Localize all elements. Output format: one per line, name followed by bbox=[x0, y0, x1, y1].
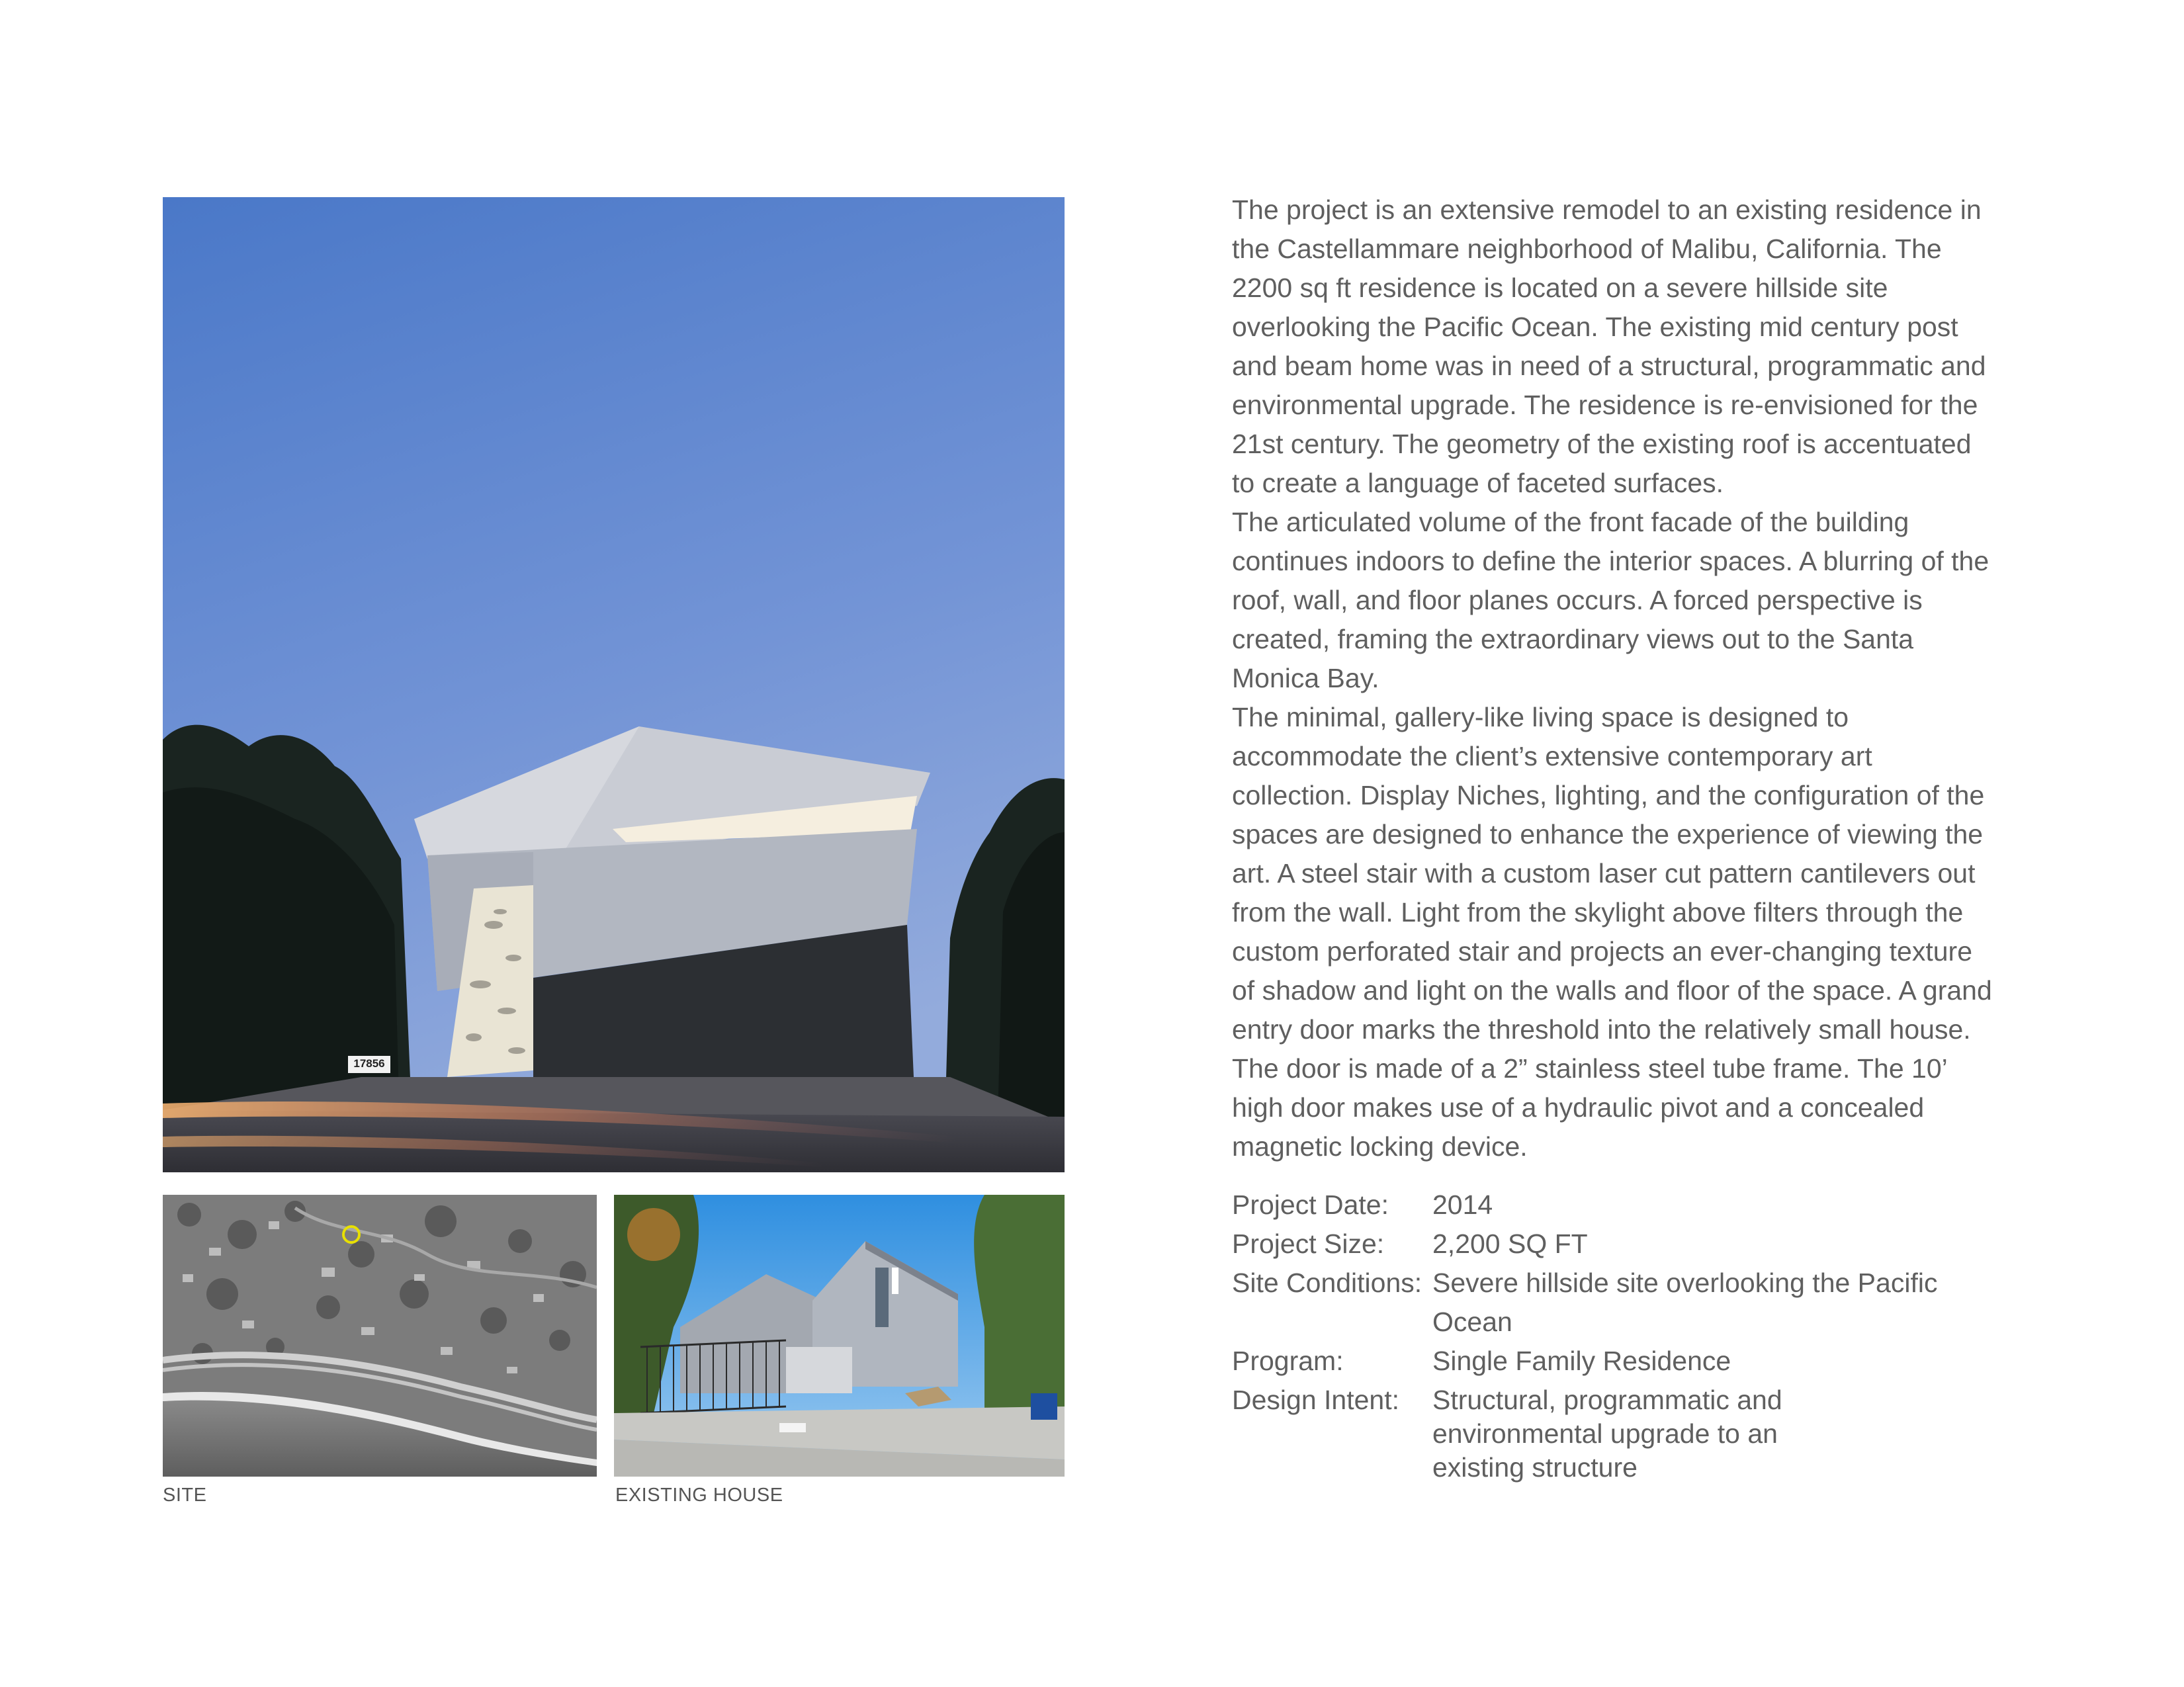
detail-label: Project Date: bbox=[1232, 1190, 1389, 1220]
detail-value: Single Family Residence bbox=[1432, 1346, 1731, 1376]
description-paragraph: The minimal, gallery-like living space is designed to accommodate the client’s extensive contemporary art collection. Display Niches, lighting, and the configuration of the spaces are designed to enhance the experience of viewing the art. A steel stair with a custom laser cut pattern cantilevers out from the wall. Light from the skylight above filters through the custom perforated stair and projects an ever-changing texture of shadow and light on the walls and floor of the space. A grand entry door marks the threshold into the relatively small house. The door is made of a 2” stainless steel tube frame. The 10’ high door makes use of a hydraulic pivot and a concealed magnetic locking device. bbox=[1232, 702, 1992, 1162]
detail-label: Program: bbox=[1232, 1346, 1344, 1376]
detail-value: Structural, programmatic and environmental upgrade to an existing structure bbox=[1432, 1385, 1782, 1483]
address-number: 17856 bbox=[353, 1057, 385, 1070]
detail-row-program bbox=[1232, 1342, 2013, 1381]
main-house-photo bbox=[163, 197, 1065, 1172]
existing-house-photo bbox=[614, 1195, 1065, 1477]
house-exterior-image bbox=[163, 197, 1065, 1172]
project-description bbox=[1232, 191, 1999, 1166]
detail-row-design-intent bbox=[1232, 1381, 2013, 1485]
description-paragraph: The articulated volume of the front facade of the building continues indoors to define the interior spaces. A blurring of the roof, wall, and floor planes occurs. A forced perspective is created, framing the extraordinary views out to the Santa Monica Bay. bbox=[1232, 507, 1989, 693]
project-details bbox=[1232, 1186, 2013, 1485]
existing-house-image bbox=[614, 1195, 1065, 1477]
detail-row-site-conditions bbox=[1232, 1264, 2013, 1342]
detail-value: 2014 bbox=[1432, 1190, 1493, 1220]
existing-house-caption: EXISTING HOUSE bbox=[615, 1485, 783, 1506]
description-paragraph: The project is an extensive remodel to an existing residence in the Castellammare neighborhood of Malibu, California. The 2200 sq ft residence is located on a severe hillside site overlooking the Pacific Ocean. The existing mid century post and beam home was in need of a structural, programmatic and environmental upgrade. The residence is re-envisioned for the 21st century. The geometry of the existing roof is accentuated to create a language of faceted surfaces. bbox=[1232, 195, 1986, 498]
detail-value: 2,200 SQ FT bbox=[1432, 1229, 1588, 1259]
site-caption: SITE bbox=[163, 1485, 207, 1506]
detail-value: Severe hillside site overlooking the Pacific Ocean bbox=[1432, 1268, 1938, 1337]
aerial-map-image bbox=[163, 1195, 597, 1477]
detail-row-project-size bbox=[1232, 1225, 2013, 1264]
detail-label: Project Size: bbox=[1232, 1229, 1385, 1259]
detail-label: Design Intent: bbox=[1232, 1385, 1399, 1415]
detail-label: Site Conditions: bbox=[1232, 1268, 1422, 1298]
site-aerial-photo bbox=[163, 1195, 597, 1477]
detail-row-project-date bbox=[1232, 1186, 2013, 1225]
